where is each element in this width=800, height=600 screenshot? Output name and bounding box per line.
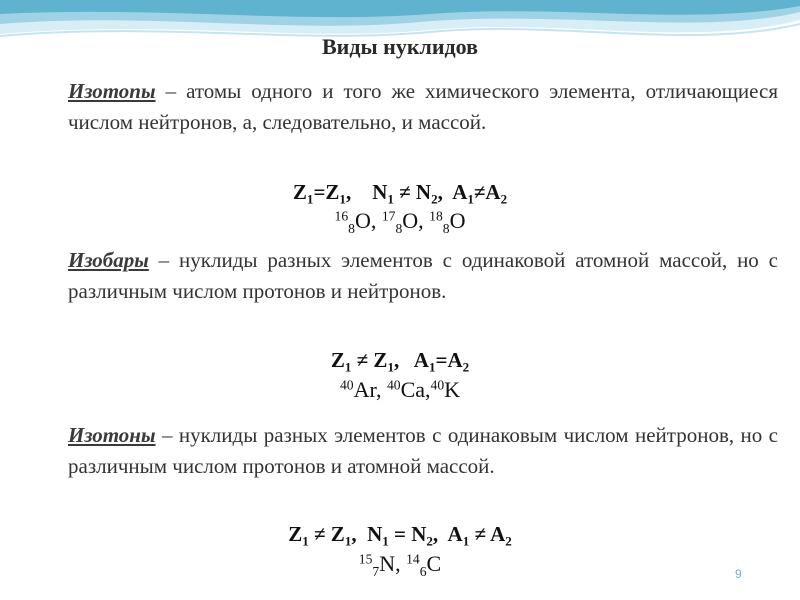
nuclide-o16: $^{16}_8$O, <box>334 208 382 236</box>
nuclide-ar40: $^{40}$Ar, <box>339 377 387 402</box>
isotones-definition <box>68 420 778 482</box>
isotopes-formula: $Z_1=Z_1$, $N_1 \ne N_2$, $A_1\ne A_2$ <box>292 180 508 207</box>
slide-title: Виды нуклидов <box>322 34 478 59</box>
isotopes-definition-text: – атомы одного и того же химического элемента, отличающиеся числом нейтронов, а, следовательно, и массой. <box>68 79 778 134</box>
isotopes-term: Изотопы <box>68 79 156 103</box>
isotopes-definition <box>68 76 778 138</box>
nuclide-o18: $^{18}_8$O <box>429 208 466 236</box>
nuclide-c14: $^{14}_6$C <box>406 551 442 579</box>
isotopes-examples <box>0 208 800 234</box>
nuclide-n15: $^{15}_7$N, <box>358 551 407 579</box>
page-number: 9 <box>735 567 742 581</box>
isotones-examples <box>0 551 800 577</box>
nuclide-ca40: $^{40}$Ca, <box>386 377 431 402</box>
isobars-examples <box>0 377 800 403</box>
isotones-definition-text: – нуклиды разных элементов с одинаковым числом нейтронов, но с различным числом протонов и атомной массой. <box>68 423 778 478</box>
isobars-definition-text: – нуклиды разных элементов с одинаковой атомной массой, но с различным числом протонов и нейтронов. <box>68 248 778 303</box>
isobars-term: Изобары <box>68 248 149 272</box>
isotones-term: Изотоны <box>68 423 156 447</box>
nuclide-o17: $^{17}_8$O, <box>381 208 430 236</box>
isobars-formula: $Z_1 \ne Z_1$, $A_1=A_2$ <box>330 348 470 375</box>
nuclide-k40: $^{40}$K <box>430 377 461 402</box>
isotones-formula: $Z_1 \ne Z_1$, $N_1 = N_2$, $A_1 \ne A_2$ <box>288 522 512 549</box>
isobars-definition <box>68 245 778 307</box>
